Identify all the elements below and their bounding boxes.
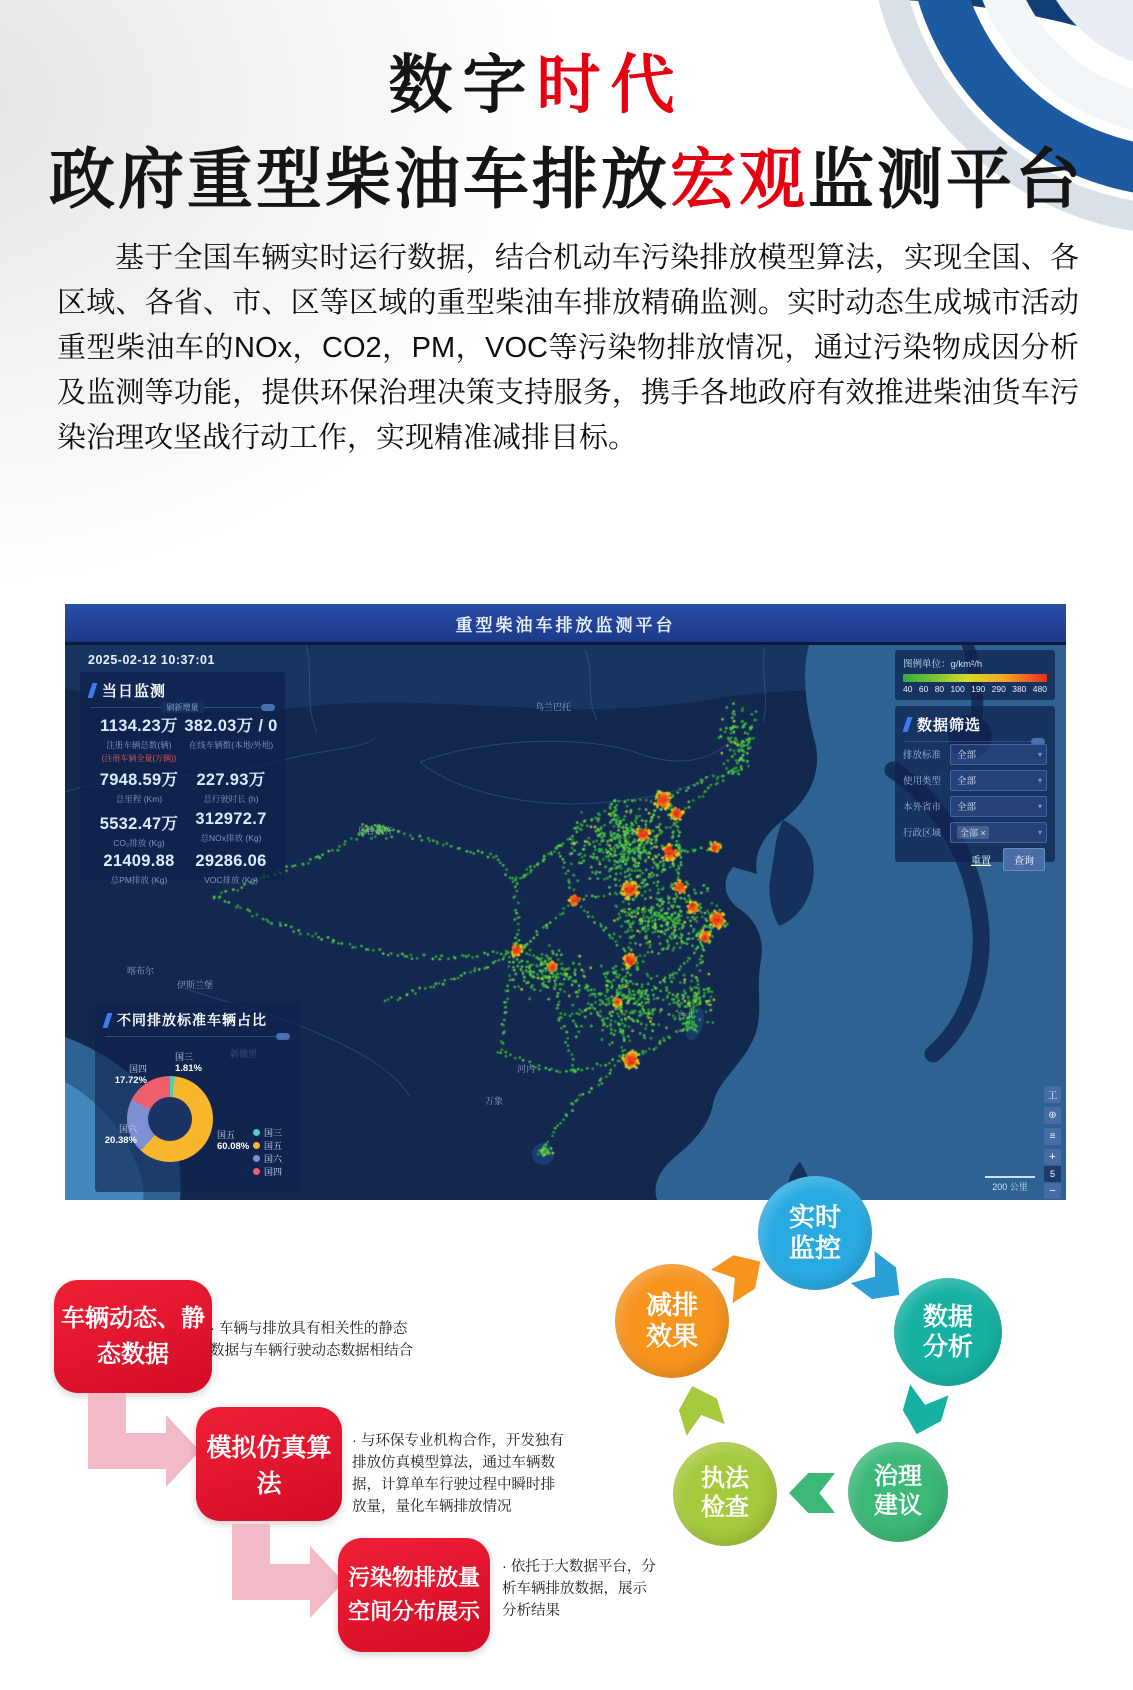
callout-guo5: [217, 1130, 249, 1152]
poster-title-line2: [0, 126, 1133, 221]
stat-subnote: (注册车辆全量(万辆)): [101, 754, 177, 763]
legend-item-label: 国四: [264, 1167, 283, 1177]
collapse-toggle[interactable]: [261, 704, 275, 711]
stat-co2-emission: [92, 810, 186, 849]
map-scale: [985, 1176, 1035, 1193]
map-city-label: 乌鲁木齐: [357, 826, 394, 836]
monitor-panel-header: [80, 672, 285, 705]
legend-ticks: [903, 684, 1047, 694]
stat-registered-vehicles: [92, 712, 186, 764]
dashboard-header: [65, 604, 1066, 645]
legend-panel: [895, 650, 1055, 700]
legend-tick: 290: [991, 684, 1006, 694]
callout-percent: 1.81%: [175, 1063, 202, 1074]
select-value: 全部: [957, 750, 977, 761]
cycle-node-label: 治理建议: [874, 1463, 922, 1519]
filter-row-home-province: [903, 796, 1047, 816]
filter-row-admin-region: [903, 822, 1047, 842]
stat-value: 227.93万: [196, 771, 266, 789]
legend-title: 图例单位：g/km²/h: [903, 659, 983, 670]
monitor-panel-subtitle: 刷新增量: [162, 702, 204, 713]
callout-label: 国四: [128, 1064, 147, 1074]
map-toolbar: [1044, 1086, 1061, 1145]
map-city-label: 万象: [485, 1096, 504, 1106]
donut-legend: [253, 1126, 282, 1178]
legend-tick: 100: [950, 684, 965, 694]
filter-row-usage-type: [903, 770, 1047, 790]
filter-label: 排放标准: [903, 750, 942, 761]
filter-label: 本外省市: [903, 802, 942, 813]
legend-dot-icon: [253, 1155, 260, 1162]
filter-panel: [895, 706, 1055, 867]
select-usage-type[interactable]: [950, 770, 1047, 791]
dashboard-timestamp: 2025-02-12 10:37:01: [88, 653, 215, 667]
map-city-label: 喀布尔: [127, 966, 155, 976]
callout-label: 国五: [217, 1130, 236, 1140]
cycle-node-label: 减排效果: [645, 1289, 698, 1351]
flow-step-3-desc: · 依托于大数据平台，分析车辆排放数据，展示分析结果: [502, 1556, 660, 1622]
legend-tick: 380: [1012, 684, 1027, 694]
filter-row-emission-standard: [903, 744, 1047, 764]
zoom-level: 5: [1044, 1166, 1061, 1182]
collapse-toggle[interactable]: [276, 1033, 290, 1040]
legend-tick: 40: [903, 684, 913, 694]
callout-percent: 17.72%: [114, 1075, 147, 1086]
map-city-label: 台北: [677, 1010, 696, 1020]
chevron-down-icon: ▾: [1037, 749, 1042, 759]
callout-guo6: [95, 1124, 137, 1146]
stat-pm-emission: [92, 852, 186, 886]
donut-legend-item[interactable]: [253, 1152, 282, 1165]
cycle-node-label: 执法检查: [701, 1465, 749, 1521]
title2-post: 监测平台: [808, 142, 1084, 216]
stat-value: 29286.06: [195, 852, 267, 870]
dashboard-screenshot: [65, 604, 1066, 1200]
flow-step-2: [196, 1407, 342, 1521]
flow-step-title: 模拟仿真算法: [206, 1434, 332, 1498]
flow-step-3: [338, 1538, 490, 1652]
scale-label: 200 公里: [992, 1182, 1028, 1192]
stat-value: 382.03万 / 0: [184, 717, 278, 735]
stat-label: 注册车辆总数(辆): [106, 740, 172, 750]
select-value: 全部: [960, 827, 979, 838]
legend-gradient-bar: [903, 674, 1047, 682]
monitor-panel: [80, 672, 285, 885]
filter-buttons: [971, 848, 1045, 871]
stat-label: 总里程 (Km): [115, 794, 163, 804]
stat-voc-emission: [184, 852, 278, 886]
layers-tool-icon[interactable]: ≡: [1044, 1128, 1061, 1145]
flow-step-1-desc: · 车辆与排放具有相关性的静态数据与车辆行驶动态数据相结合: [210, 1318, 415, 1362]
stat-driving-hours: [184, 766, 278, 805]
legend-dot-icon: [253, 1142, 260, 1149]
arrow-horizontal-bar: [232, 1564, 310, 1600]
legend-item-label: 国三: [264, 1128, 283, 1138]
selected-tag[interactable]: [957, 826, 989, 839]
legend-item-label: 国六: [264, 1154, 283, 1164]
zoom-in-button[interactable]: +: [1044, 1149, 1061, 1165]
monitor-panel-title: 当日监测: [102, 683, 167, 700]
donut-panel-divider: [105, 1036, 290, 1049]
scale-bar: [985, 1176, 1035, 1178]
select-emission-standard[interactable]: [950, 744, 1047, 765]
legend-dot-icon: [253, 1129, 260, 1136]
stat-total-mileage: [92, 766, 186, 805]
cycle-node-label: 实时监控: [788, 1201, 841, 1263]
map-city-label: 乌兰巴托: [535, 702, 572, 712]
donut-panel-title: 不同排放标准车辆占比: [117, 1012, 267, 1028]
slash-icon: [88, 683, 98, 698]
donut-legend-item[interactable]: [253, 1139, 282, 1152]
callout-percent: 20.38%: [104, 1135, 137, 1146]
map-city-label: 河内: [517, 1064, 536, 1074]
slash-icon: [103, 1013, 113, 1028]
select-admin-region[interactable]: [950, 822, 1047, 843]
arrow-head-icon: [166, 1415, 200, 1487]
legend-tick: 190: [971, 684, 986, 694]
chevron-down-icon: ▾: [1037, 827, 1042, 837]
callout-guo4: [97, 1064, 147, 1086]
select-home-province[interactable]: [950, 796, 1047, 817]
cycle-node-enforcement-check: [673, 1442, 777, 1546]
stat-label: CO₂排放 (Kg): [113, 838, 165, 848]
close-icon[interactable]: ×: [980, 827, 986, 838]
query-button[interactable]: 查询: [1003, 848, 1045, 871]
reset-button[interactable]: 重置: [971, 856, 991, 867]
stat-label: 在线车辆数(本地/外地): [188, 740, 274, 750]
intro-paragraph: 基于全国车辆实时运行数据，结合机动车污染排放模型算法，实现全国、各区域、各省、市、区等区域的重型柴油车排放精确监测。实时动态生成城市活动重型柴油车的NOx，CO2，PM，VOC等污染物排放情况，通过污染物成因分析及监测等功能，提供环保治理决策支持服务，携手各地政府有效推进柴油货车污染治理攻坚战行动工作，实现精准减排目标。: [57, 242, 1079, 454]
title2-pre: 政府重型柴油车排放: [49, 142, 670, 216]
stat-value: 7948.59万: [99, 771, 179, 789]
cycle-node-label: 数据分析: [922, 1303, 973, 1361]
callout-label: 国六: [118, 1124, 137, 1134]
stat-value: 1134.23万: [100, 717, 178, 735]
legend-tick: 480: [1032, 684, 1047, 694]
filter-label: 行政区域: [903, 828, 942, 839]
callout-label: 国三: [175, 1052, 194, 1062]
chevron-down-icon: ▾: [1037, 775, 1042, 785]
legend-dot-icon: [253, 1168, 260, 1175]
poster-title-line1: [0, 34, 1073, 126]
donut-panel-header: [95, 1002, 300, 1034]
stat-value: 5532.47万: [99, 815, 179, 833]
stat-label: 总NOx排放 (Kg): [200, 833, 262, 843]
filter-label: 使用类型: [903, 776, 942, 787]
flow-step-title: 车辆动态、静态数据: [61, 1304, 205, 1368]
locate-tool-icon[interactable]: ⊕: [1044, 1107, 1061, 1124]
zoom-control: [1044, 1149, 1061, 1199]
arrow-horizontal-bar: [88, 1433, 166, 1469]
measure-tool-icon[interactable]: 工: [1044, 1086, 1061, 1103]
title1-red: 时代: [536, 49, 685, 121]
stat-value: 312972.7: [195, 810, 267, 828]
donut-panel: [95, 1002, 300, 1192]
slash-icon: [903, 717, 913, 732]
map-city-label: 伊斯兰堡: [177, 980, 214, 990]
flow-step-1: [54, 1280, 212, 1393]
select-value: 全部: [957, 776, 977, 787]
stat-nox-emission: [184, 810, 278, 844]
callout-percent: 60.08%: [217, 1141, 250, 1152]
legend-item-label: 国五: [264, 1141, 283, 1151]
stat-label: VOC排放 (Kg): [204, 875, 258, 885]
stat-value: 21409.88: [103, 852, 175, 870]
flow-step-title: 污染物排放量空间分布展示: [347, 1564, 480, 1624]
cycle-node-emission-reduction: [615, 1264, 729, 1378]
filter-panel-header: [895, 706, 1055, 739]
callout-guo3: [175, 1052, 202, 1074]
cycle-node-realtime-monitoring: [758, 1176, 872, 1290]
cycle-node-data-analysis: [894, 1278, 1002, 1386]
filter-panel-title: 数据筛选: [917, 717, 982, 734]
chevron-down-icon: ▾: [1037, 801, 1042, 811]
donut-legend-item[interactable]: [253, 1126, 282, 1139]
title2-red: 宏观: [670, 142, 808, 216]
stat-label: 总行驶时长 (h): [203, 794, 259, 804]
donut-hole: [148, 1097, 192, 1141]
donut-legend-item[interactable]: [253, 1165, 282, 1178]
stat-online-vehicles: [184, 712, 278, 751]
stat-label: 总PM排放 (Kg): [110, 875, 168, 885]
select-value: 全部: [957, 802, 977, 813]
flow-step-2-desc: · 与环保专业机构合作，开发独有排放仿真模型算法，通过车辆数据，计算单车行驶过程中瞬时排放量，量化车辆排放情况: [352, 1430, 567, 1518]
legend-tick: 60: [918, 684, 929, 694]
legend-tick: 80: [934, 684, 945, 694]
zoom-out-button[interactable]: −: [1044, 1183, 1061, 1199]
dashboard-title: 重型柴油车排放监测平台: [455, 615, 676, 635]
cycle-node-governance-advice: [848, 1442, 948, 1542]
title1-black: 数字: [388, 49, 537, 121]
